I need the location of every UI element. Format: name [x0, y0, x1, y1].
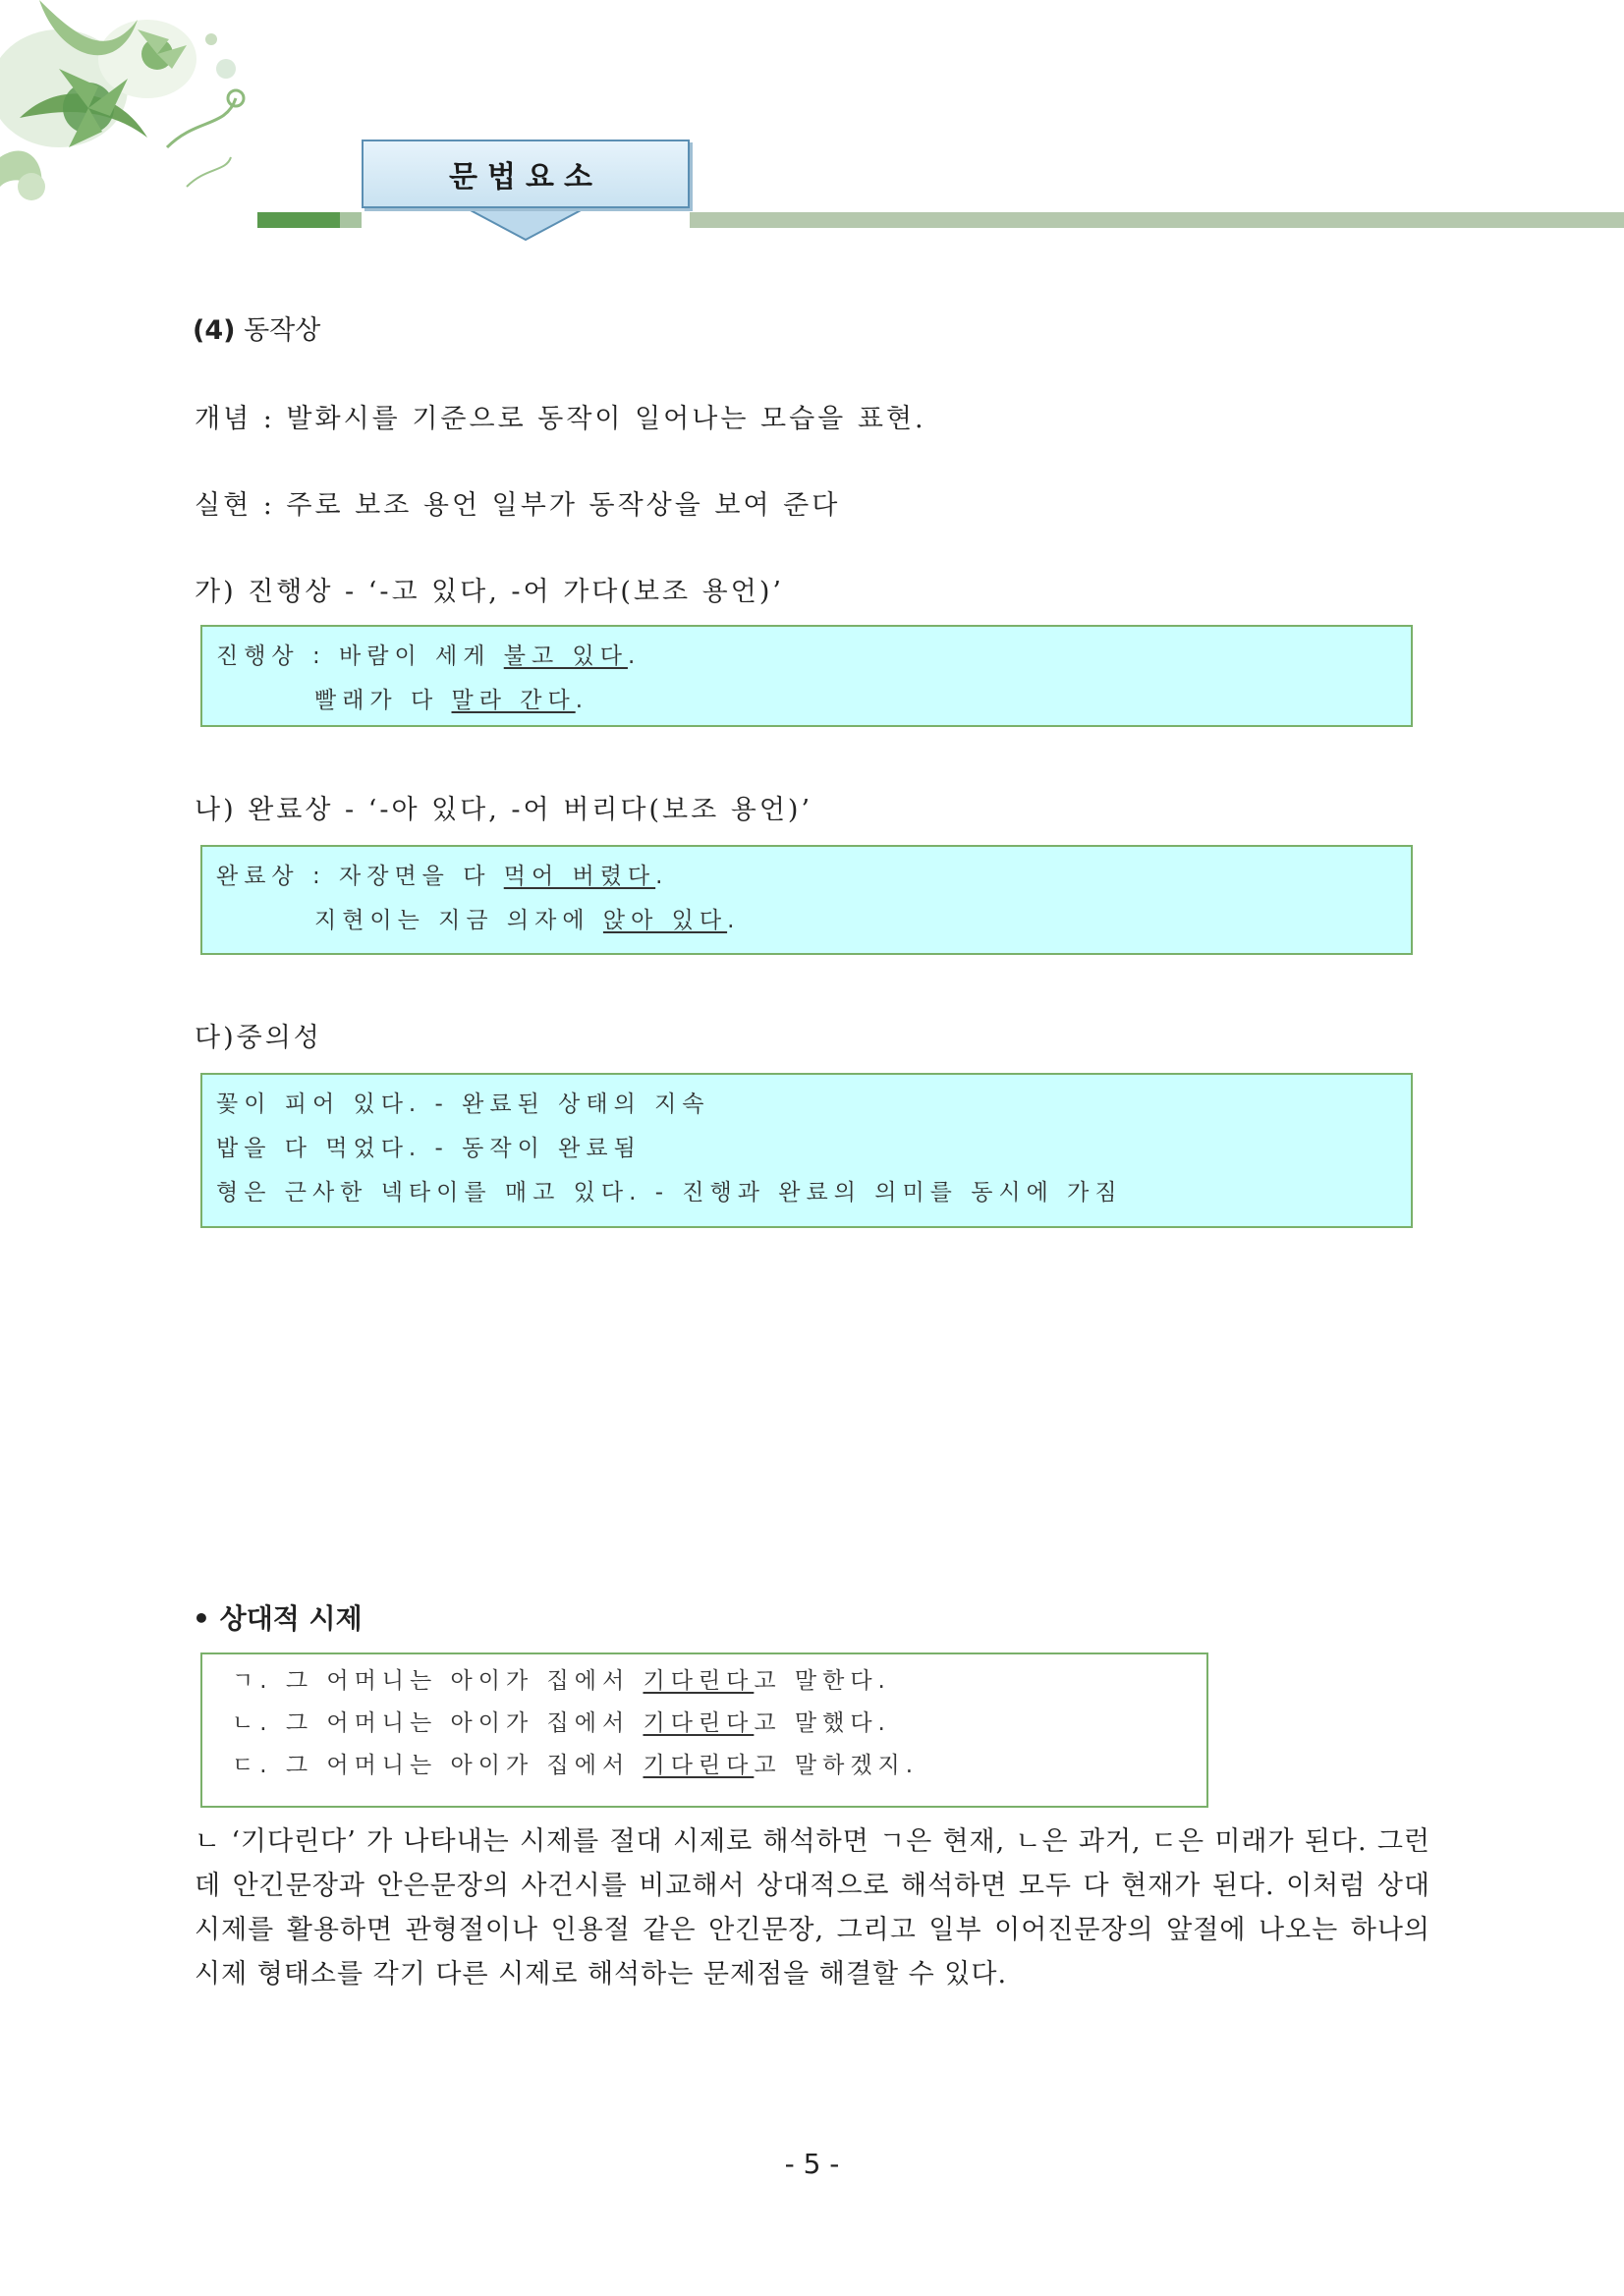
progressive-heading: 가) 진행상 - ‘-고 있다, -어 가다(보조 용언)’	[195, 577, 784, 607]
perfective-heading: 나) 완료상 - ‘-아 있다, -어 버리다(보조 용언)’	[195, 795, 813, 825]
ambiguity-heading: 다)중의성	[195, 1023, 322, 1053]
progressive-example-box	[200, 625, 1413, 727]
progressive-example-1: 진행상 : 바람이 세게 불고 있다.	[216, 644, 642, 669]
header-bar-right	[690, 212, 1624, 228]
title-arrow	[462, 202, 589, 242]
ambiguity-example-box	[200, 1073, 1413, 1228]
ambiguity-line: 밥을 다 먹었다. - 동작이 완료됨	[216, 1136, 642, 1161]
relative-tense-explanation: ㄴ ‘기다린다’ 가 나타내는 시제를 절대 시제로 해석하면 ㄱ은 현재, ㄴ은 과거, ㄷ은 미래가 된다. 그런데 안긴문장과 안은문장의 사건시를 비교해서 상대적으로 해석하면 모두 다 현재가 된다. 이처럼 상대 시제를 활용하면 관형절이나 인용절 같은 안긴문장, 그리고 일부 이어진문장의 앞절에 나오는 하나의 시제 형태소를 각기 다른 시제로 해석하는 문제점을 해결할 수 있다.	[195, 1826, 1430, 1989]
perfective-example-1: 완료상 : 자장면을 다 먹어 버렸다.	[216, 864, 669, 889]
perfective-example-2: 지현이는 지금 의자에 앉아 있다.	[314, 908, 741, 933]
ambiguity-line: 꽃이 피어 있다. - 완료된 상태의 지속	[216, 1092, 710, 1117]
progressive-example-2: 빨래가 다 말라 간다.	[314, 688, 588, 713]
floral-decoration	[0, 0, 265, 236]
section-title: 동작상	[244, 315, 321, 346]
realization-line: 실현 : 주로 보조 용언 일부가 동작상을 보여 준다	[195, 490, 841, 521]
section-heading	[193, 308, 320, 347]
concept-line: 개념 : 발화시를 기준으로 동작이 일어나는 모습을 표현.	[195, 404, 926, 434]
page-title: 문법요소	[362, 140, 690, 208]
header-bar-light	[340, 212, 362, 228]
ambiguity-line: 형은 근사한 넥타이를 매고 있다. - 진행과 완료의 의미를 동시에 가짐	[216, 1180, 1123, 1205]
relative-tense-example: ㄱ. 그 어머니는 아이가 집에서 기다린다고 말한다.	[232, 1668, 891, 1694]
relative-tense-example: ㄴ. 그 어머니는 아이가 집에서 기다린다고 말했다.	[232, 1710, 891, 1736]
page-number: - 5 -	[784, 2148, 840, 2180]
relative-tense-title: • 상대적 시제	[193, 1602, 363, 1635]
relative-tense-example: ㄷ. 그 어머니는 아이가 집에서 기다린다고 말하겠지.	[232, 1753, 920, 1778]
relative-tense-example-box	[200, 1652, 1208, 1808]
section-number: (4)	[193, 315, 236, 346]
perfective-example-box	[200, 845, 1413, 955]
header-bar-dark	[257, 212, 340, 228]
